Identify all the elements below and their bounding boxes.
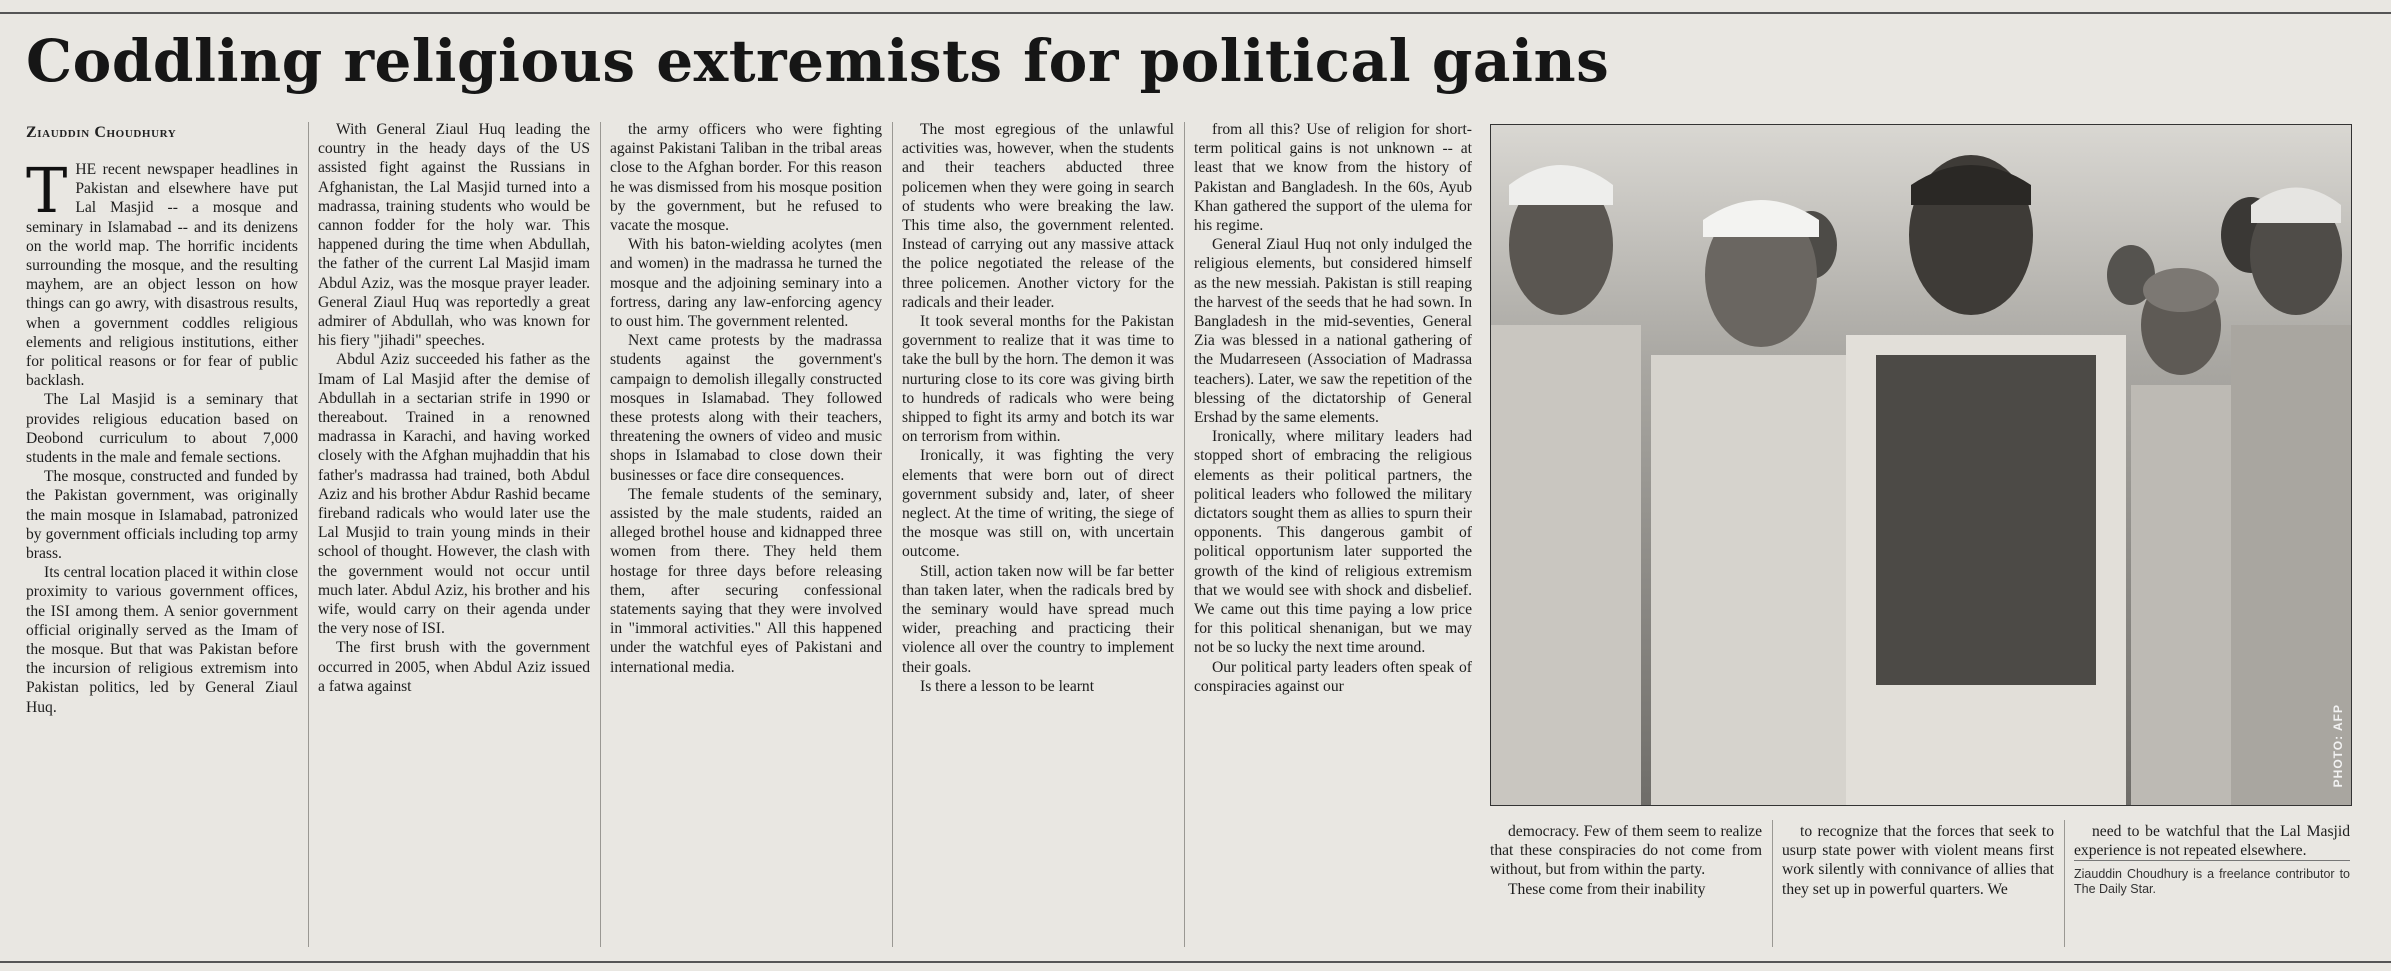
dropcap: T xyxy=(26,160,68,227)
col6-paragraph-2: These come from their inability xyxy=(1508,880,1706,898)
column-divider xyxy=(308,122,309,947)
author-bio: Ziauddin Choudhury is a freelance contributor to The Daily Star. xyxy=(2074,860,2350,897)
col3-paragraph-1: the army officers who were fighting against Pakistani Taliban in the tribal areas close to the Afghan border. For this reason he was dismissed from his mosque position by the government, but he refused to vacate the mosque. xyxy=(610,121,882,235)
col2-paragraph-3: The first brush with the government occurred in 2005, when Abdul Aziz issued a fatwa against xyxy=(318,639,590,695)
col1-paragraph-3: The mosque, constructed and funded by the Pakistan government, was originally the main mosque in Islamabad, patronized by government officials including top army brass. xyxy=(26,468,298,563)
col3-paragraph-3: Next came protests by the madrassa students against the government's campaign to demolish illegally constructed mosques in Islamabad. They followed these protests along with their teachers, threatening the owners of video and music shops in Islamabad to close down their businesses or face dire consequences. xyxy=(610,332,882,484)
column-5 xyxy=(1194,120,1472,949)
col2-paragraph-1: With General Ziaul Huq leading the country in the heady days of the US assisted fight against the Russians in Afghanistan, the Lal Masjid turned into a madrassa, training students who would be cannon fodder for the holy war. This happened during the time when Abdullah, the father of the current Lal Masjid imam Abdul Aziz, was the mosque prayer leader. General Ziaul Huq was reportedly a great admirer of Abdullah, who was known for his fiery "jihadi" speeches. xyxy=(318,121,590,350)
col1-paragraph-2: The Lal Masjid is a seminary that provides religious education based on Deobond curriculum to about 7,000 students in the male and female sections. xyxy=(26,391,298,467)
lead-paragraph xyxy=(26,160,298,390)
news-photo xyxy=(1490,124,2352,806)
col2-paragraph-2: Abdul Aziz succeeded his father as the Imam of Lal Masjid after the demise of Abdullah in a sectarian strife in 1990 or thereabout. Trained in a renowned madrassa in Karachi, and having worked closely with the Afghan mujhaddin that his father's madrassa had trained, both Abdul Aziz and his brother Abdur Rashid became fireband radicals who would later use the Lal Musjid to train young minds in their school of thought. However, the clash with the government would not occur until much later. Abdul Aziz, his brother and his wife, would carry on their agenda under the very nose of ISI. xyxy=(318,351,590,638)
col4-paragraph-4: Still, action taken now will be far better than taken later, when the radicals bred by the seminary would have spread much wider, preaching and practicing their violence all over the country to implement their goals. xyxy=(902,562,1174,676)
col1-paragraph-1: HE recent newspaper headlines in Pakistan and elsewhere have put Lal Masjid -- a mosque and seminary in Islamabad -- and its denizens on the world map. The horrific incidents surrounding the mosque, and the resulting mayhem, are an object lesson on how things can go awry, with disastrous results, when a government coddles religious elements and religious institutions, either for political reasons or for fear of public backlash. xyxy=(26,161,298,390)
col4-paragraph-5: Is there a lesson to be learnt xyxy=(920,677,1095,695)
column-6 xyxy=(1490,822,1762,949)
column-1 xyxy=(26,160,298,949)
col3-paragraph-2: With his baton-wielding acolytes (men and women) in the madrassa he turned the mosque and the adjoining seminary into a fortress, daring any law-enforcing agency to oust him. The government relented. xyxy=(610,236,882,331)
col4-paragraph-1: The most egregious of the unlawful activities was, however, when the students and their teachers abducted three policemen when they were going in search of students who were breaking the law. This time also, the government relented. Instead of carrying out any massive attack the police negotiated the release of the three policemen. Another victory for the radicals and their leader. xyxy=(902,121,1174,311)
column-2 xyxy=(318,120,590,949)
column-7 xyxy=(1782,822,2054,949)
col5-paragraph-2: General Ziaul Huq not only indulged the religious elements, but considered himself as the new messiah. Pakistan is still reaping the harvest of the seeds that he had sown. In Bangladesh in the mid-seventies, General Zia was blessed in a national gathering of the Mudarreseen (Association of Madrassa teachers). Later, we saw the repetition of the blessing of the dictatorship of General Ershad by the same elements. xyxy=(1194,236,1472,427)
col5-paragraph-3: Ironically, where military leaders had stopped short of embracing the religious elements as their political partners, the political leaders who followed the military dictators sought them as allies to spurn their opponents. This dangerous gambit of political opportunism later supported the growth of the kind of religious extremism that we would see with shock and disbelief. We came out this time paying a low price for this political shenanigan, but we may not be so lucky the next time around. xyxy=(1194,428,1472,657)
col1-paragraph-4: Its central location placed it within close proximity to various government offices, the ISI among them. A senior government official originally served as the Imam of the mosque. But that was Pakistan before the incursion of religious extremism into Pakistan politics, led by General Ziaul Huq. xyxy=(26,564,298,716)
top-rule xyxy=(0,12,2391,14)
column-3 xyxy=(610,120,882,949)
headline: Coddling religious extremists for political gains xyxy=(26,27,1610,95)
column-divider xyxy=(600,122,601,947)
col5-paragraph-1: from all this? Use of religion for short-term political gains is not unknown -- at least that we know from the history of Pakistan and Bangladesh. In the 60s, Ayub Khan gathered the support of the ulema for his regime. xyxy=(1194,121,1472,235)
byline: Ziauddin Choudhury xyxy=(26,124,177,141)
photo-image xyxy=(1491,125,2351,805)
column-divider xyxy=(1772,820,1773,947)
bottom-rule xyxy=(0,961,2391,963)
col4-paragraph-2: It took several months for the Pakistan government to realize that it was time to take the bull by the horn. The demon it was nurturing close to its core was giving birth to hundreds of radicals who were being shipped to fight its army and botch its war on terrorism from within. xyxy=(902,313,1174,446)
col8-paragraph-1: need to be watchful that the Lal Masjid experience is not repeated elsewhere. xyxy=(2074,823,2350,860)
column-4 xyxy=(902,120,1174,949)
column-divider xyxy=(892,122,893,947)
photo-credit: PHOTO: AFP xyxy=(2331,703,2345,787)
column-8 xyxy=(2074,822,2350,949)
col4-paragraph-3: Ironically, it was fighting the very elements that were born out of direct government subsidy and, later, of sheer neglect. At the time of writing, the siege of the mosque was still on, with uncertain outcome. xyxy=(902,447,1174,561)
col3-paragraph-4: The female students of the seminary, assisted by the male students, raided an alleged brothel house and kidnapped three women from there. They held them hostage for three days before releasing them, after securing confessional statements saying that they were involved in "immoral activities." All this happened under the watchful eyes of Pakistani and international media. xyxy=(610,485,882,676)
col7-paragraph-1: to recognize that the forces that seek to usurp state power with violent means first work silently with connivance of allies that they set up in powerful quarters. We xyxy=(1782,823,2054,898)
col5-paragraph-4: Our political party leaders often speak of conspiracies against our xyxy=(1194,658,1472,695)
col6-paragraph-1: democracy. Few of them seem to realize that these conspiracies do not come from without, but from within the party. xyxy=(1490,823,1762,879)
column-divider xyxy=(1184,122,1185,947)
column-divider xyxy=(2064,820,2065,947)
